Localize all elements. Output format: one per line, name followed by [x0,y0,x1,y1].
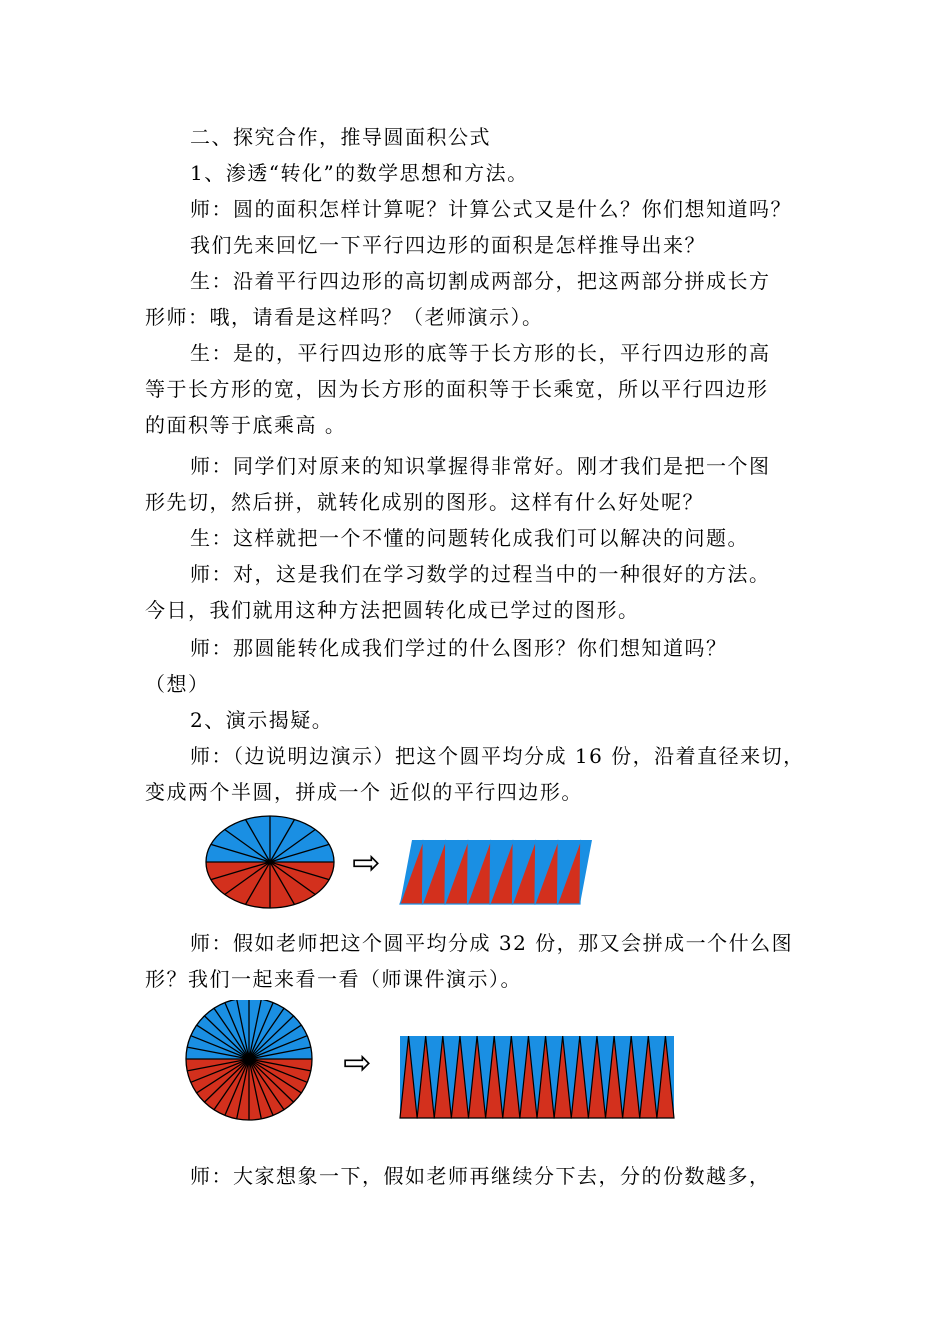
paragraph-line: 等于长方形的宽，因为长方形的面积等于长乘宽，所以平行四边形 [145,377,769,401]
arrow-glyph: ⇨ [352,843,381,883]
divided-circle-16 [206,816,334,908]
subheading-2: 2、演示揭疑。 [190,708,334,732]
paragraph-line: 生：沿着平行四边形的高切割成两部分，把这两部分拼成长方 [190,269,771,293]
paragraph-line: 形先切，然后拼，就转化成别的图形。这样有什么好处呢？ [145,490,704,514]
figure-16-pieces [200,812,630,912]
section-heading: 二、探究合作，推导圆面积公式 [190,125,491,149]
paragraph-line: 师：假如老师把这个圆平均分成 32 份，那又会拼成一个什么图 [190,931,794,955]
paragraph-line: 形师：哦，请看是这样吗？（老师演示）。 [145,305,544,329]
paragraph-line: 的面积等于底乘高 。 [145,413,347,437]
arrow-glyph: ⇨ [343,1043,372,1083]
paragraph-line: 生：是的，平行四边形的底等于长方形的长，平行四边形的高 [190,341,771,365]
paragraph-line: （想） [145,672,210,696]
transform-arrow-icon [343,1043,372,1083]
figure-32-pieces [180,1000,680,1130]
approx-rectangle [400,1036,674,1118]
paragraph-line: 生：这样就把一个不懂的问题转化成我们可以解决的问题。 [190,526,749,550]
approx-parallelogram [400,840,592,904]
subheading-1: 1、渗透“转化”的数学思想和方法。 [190,161,529,185]
paragraph-line: 今日，我们就用这种方法把圆转化成已学过的图形。 [145,598,640,622]
paragraph-line: 师：（边说明边演示）把这个圆平均分成 16 份，沿着直径来切， [190,744,805,768]
paragraph-line: 师：圆的面积怎样计算呢？计算公式又是什么？你们想知道吗？ [190,197,792,221]
paragraph-line: 我们先来回忆一下平行四边形的面积是怎样推导出来？ [190,233,706,257]
paragraph-line: 师：大家想象一下，假如老师再继续分下去，分的份数越多， [190,1164,771,1188]
paragraph-line: 师：对，这是我们在学习数学的过程当中的一种很好的方法。 [190,562,771,586]
paragraph-line: 师：同学们对原来的知识掌握得非常好。刚才我们是把一个图 [190,454,771,478]
paragraph-line: 师：那圆能转化成我们学过的什么图形？你们想知道吗？ [190,636,728,660]
paragraph-line: 形？我们一起来看一看（师课件演示）。 [145,967,522,991]
paragraph-line: 变成两个半圆，拼成一个 近似的平行四边形。 [145,780,583,804]
transform-arrow-icon [352,843,381,883]
divided-circle-32 [186,1000,312,1120]
